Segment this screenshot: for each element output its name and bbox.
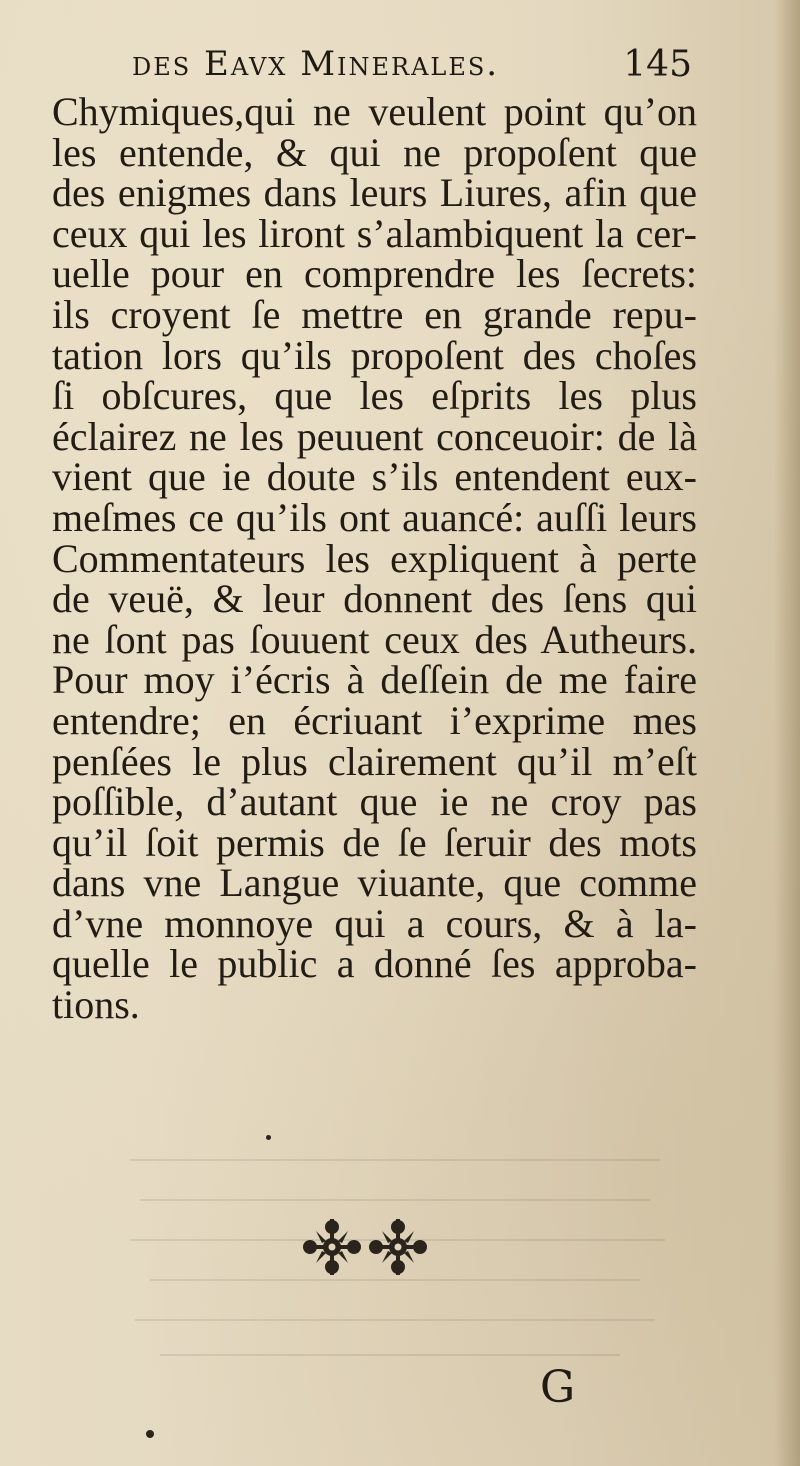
text-line: vient que ie doute s’ils entendent eux- [52,454,697,500]
text-line: dans vne Langue viuante, que comme [52,860,697,906]
text-line: penſées le plus clairement qu’il m’eſt [52,738,697,784]
text-line: ceux qui les liront s’alambiquent la cer- [52,210,697,256]
text-line: quelle le public a donné ſes approba- [52,941,697,987]
ink-speck [266,1135,271,1140]
page-edge-shadow [774,0,800,1466]
text-line: qu’il ſoit permis de ſe ſeruir des mots [52,819,697,865]
text-line: poſſible, d’autant que ie ne croy pas [52,779,697,825]
text-line: ne ſont pas ſouuent ceux des Autheurs. [52,616,697,662]
body-text [52,89,697,1028]
text-line: les entende, & qui ne propoſent que [52,129,697,175]
text-line: des enigmes dans leurs Liures, afin que [52,170,697,216]
text-line: meſmes ce qu’ils ont auancé: auſſi leurs [52,494,697,540]
floral-fleuron-icon [300,1212,430,1282]
text-line: éclairez ne les peuuent conceuoir: de là [52,413,697,459]
text-line: tation lors qu’ils propoſent des choſes [52,332,697,378]
text-line: Chymiques,qui ne veulent point qu’on [52,89,697,134]
page-number: 145 [623,44,692,85]
text-line: tions. [52,982,140,1028]
text-line: entendre; en écriuant i’exprime mes [52,697,697,743]
text-line: Commentateurs les expliquent à perte [52,535,697,581]
text-line: d’vne monnoye qui a cours, & à la- [52,900,697,946]
text-line: Pour moy i’écris à deſſein de me faire [52,657,697,703]
running-head [132,44,692,94]
running-title: des Eavx Minerales. [132,44,500,84]
ink-speck [146,1430,154,1438]
signature-mark: G [540,1362,576,1413]
text-line: de veuë, & leur donnent des ſens qui [52,576,697,622]
text-line: uelle pour en comprendre les ſecrets: [52,251,697,297]
text-line: ils croyent ſe mettre en grande repu- [52,291,697,337]
text-line: ſi obſcures, que les eſprits les plus [52,373,697,419]
